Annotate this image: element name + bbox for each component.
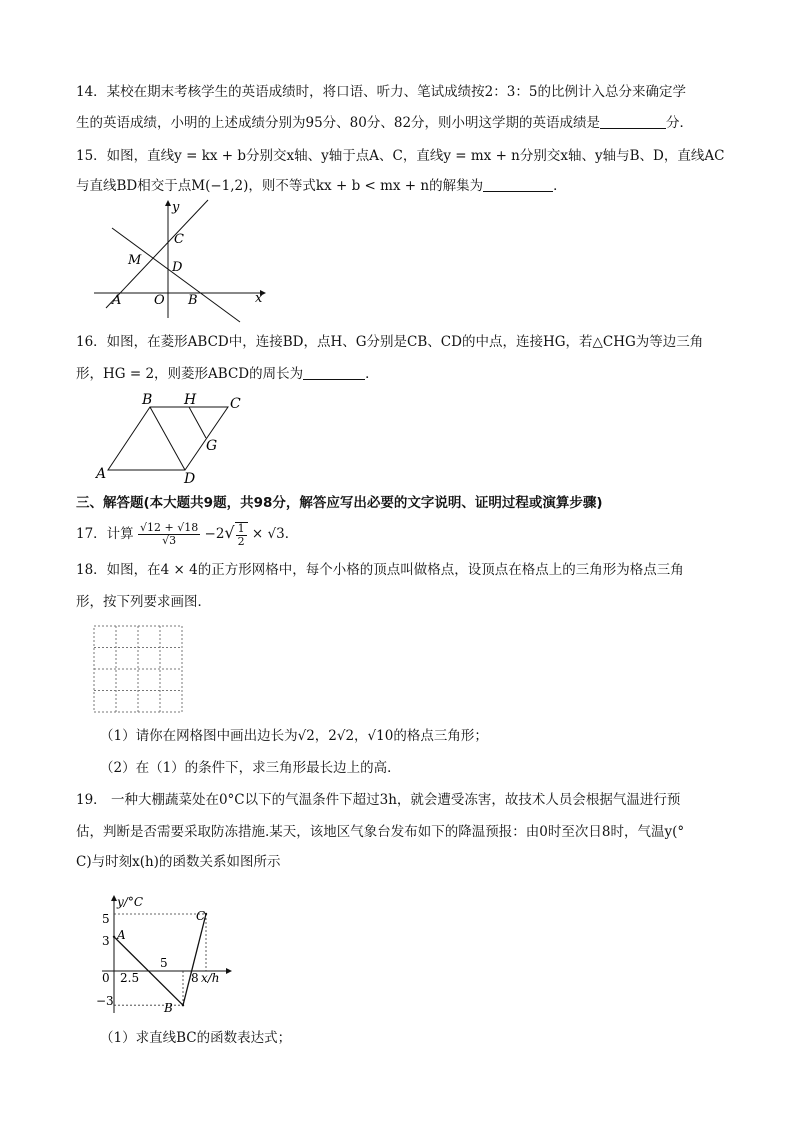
label-x: x	[255, 291, 263, 306]
q15-line2: 与直线BD相交于点M(−1,2)，则不等式kx + b < mx + n的解集为 ．	[76, 178, 567, 194]
answer-blank[interactable]	[483, 177, 553, 192]
q18-grid[interactable]	[93, 625, 185, 715]
tick-y5: 5	[102, 912, 110, 926]
label-A: A	[117, 928, 126, 942]
series-point-0	[113, 936, 115, 938]
tick-y0: 0	[102, 971, 110, 985]
tick-x5: 5	[160, 956, 168, 970]
q19-line3: C)与时刻x(h)的函数关系如图所示	[76, 854, 281, 870]
x-axis-label: x/h	[201, 971, 220, 985]
q14-line2: 生的英语成绩，小明的上述成绩分别为95分、80分、82分，则小明这学期的英语成绩是 分．	[76, 115, 694, 131]
q17-sqrt-fraction: $\frac{1}{2}$	[235, 522, 248, 548]
label-O: O	[154, 293, 165, 308]
tick-yneg3: −3	[96, 994, 114, 1008]
q17-line: 17．计算 $\frac{√12 + √18}{√3}$ −2√ $\frac{1}{2}$ × √3．	[76, 521, 299, 548]
label-D: D	[172, 260, 183, 275]
series-segment-1	[183, 914, 206, 1005]
series-point-1	[182, 1004, 184, 1006]
q18-line2: 形，按下列要求画图．	[76, 594, 211, 610]
tick-x25: 2.5	[120, 971, 140, 985]
section-title: 三、解答题(本大题共9题，共98分，解答应写出必要的文字说明、证明过程或演算步骤)	[76, 495, 603, 511]
q16-line2: 形，HG = 2，则菱形ABCD的周长为 ．	[76, 366, 379, 382]
label-H: H	[184, 392, 197, 408]
tick-x8: 8	[191, 971, 199, 985]
answer-blank[interactable]	[600, 114, 666, 129]
x-axis-arrow	[226, 968, 232, 974]
label-A: A	[96, 466, 107, 482]
label-B: B	[164, 1001, 173, 1015]
q19-part1: （1）求直线BC的函数表达式；	[100, 1030, 292, 1046]
q18-line1: 18．如图，在4 × 4的正方形网格中，每个小格的顶点叫做格点，设顶点在格点上的三角形为格点三角	[76, 562, 684, 578]
q18-part2: （2）在（1）的条件下，求三角形最长边上的高．	[100, 760, 401, 776]
label-B: B	[188, 293, 198, 308]
label-y: y	[172, 200, 180, 215]
label-C: C	[196, 909, 206, 923]
label-C: C	[174, 232, 184, 247]
label-A: A	[112, 293, 122, 308]
tick-y3: 3	[102, 934, 110, 948]
q19-chart	[90, 893, 240, 1018]
q18-part1: （1）请你在网格图中画出边长为√2，2√2，√10的格点三角形；	[100, 728, 488, 744]
label-D: D	[184, 471, 196, 485]
q17-fraction: $\frac{√12 + √18}{√3}$	[139, 521, 199, 547]
y-axis-label: y/°C	[117, 895, 144, 909]
q19-line1: 19． 一种大棚蔬菜处在0°C以下的气温条件下超过3h，就会遭受冻害，故技术人员会根据气温进行预	[76, 792, 681, 808]
q15-figure	[90, 198, 270, 323]
q15-line1: 15．如图，直线y = kx + b分别交x轴、y轴于点A、C，直线y = mx + n分别交x轴、y轴与B、D，直线AC	[76, 148, 725, 164]
q16-figure	[90, 390, 250, 485]
label-B: B	[142, 392, 153, 408]
q19-line2: 估，判断是否需要采取防冻措施.某天，该地区气象台发布如下的降温预报：由0时至次日8时，气温y(°	[76, 824, 685, 840]
q16-line1: 16．如图，在菱形ABCD中，连接BD，点H、G分别是CB、CD的中点，连接HG，若△CHG为等边三角	[76, 334, 704, 350]
label-G: G	[206, 438, 218, 454]
q14-line1: 14．某校在期末考核学生的英语成绩时，将口语、听力、笔试成绩按2：3：5的比例计入总分来确定学	[76, 84, 686, 100]
label-M: M	[128, 253, 142, 268]
label-C: C	[230, 396, 241, 412]
answer-blank[interactable]	[303, 365, 365, 380]
